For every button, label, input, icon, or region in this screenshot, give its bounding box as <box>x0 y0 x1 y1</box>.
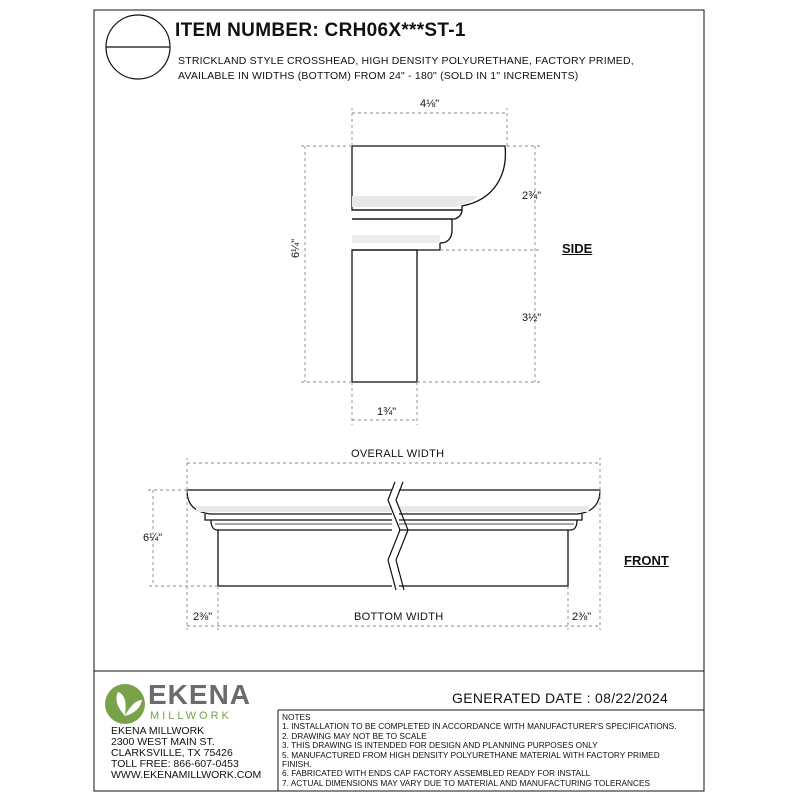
description-line-1: STRICKLAND STYLE CROSSHEAD, HIGH DENSITY POLYURETHANE, FACTORY PRIMED, <box>178 55 634 67</box>
side-overall-height-dim: 6¼" <box>290 238 302 258</box>
front-view-label: FRONT <box>624 553 669 568</box>
company-website: WWW.EKENAMILLWORK.COM <box>111 769 262 781</box>
note-item: 6. FABRICATED WITH ENDS CAP FACTORY ASSEMBLED READY FOR INSTALL <box>282 768 591 779</box>
notes-block <box>282 713 677 788</box>
company-name: EKENA MILLWORK <box>111 725 205 737</box>
bottom-width-label: BOTTOM WIDTH <box>354 611 444 623</box>
item-number-title: ITEM NUMBER: CRH06X***ST-1 <box>175 20 466 41</box>
side-cap-height-dim: 2¾" <box>522 190 542 202</box>
front-view-profile <box>187 490 600 586</box>
section-circle-icon <box>106 15 170 79</box>
side-top-width-dim: 4⅛" <box>420 98 440 110</box>
ekena-logo-icon <box>105 684 145 724</box>
overall-width-label: OVERALL WIDTH <box>351 448 445 460</box>
break-line-icon <box>388 482 408 590</box>
side-base-height-dim: 3½" <box>522 312 542 324</box>
front-left-overhang-dim: 2⅜" <box>193 611 213 623</box>
note-item: 5. MANUFACTURED FROM HIGH DENSITY POLYURETHANE MATERIAL WITH FACTORY PRIMED <box>282 749 660 760</box>
generated-date: GENERATED DATE : 08/22/2024 <box>452 690 669 706</box>
note-item: 3. THIS DRAWING IS INTENDED FOR DESIGN AND PLANNING PURPOSES ONLY <box>282 740 598 751</box>
company-phone: TOLL FREE: 866-607-0453 <box>111 758 239 770</box>
company-address-line-2: CLARKSVILLE, TX 75426 <box>111 747 233 759</box>
sheet-border <box>94 10 704 791</box>
note-item: 7. ACTUAL DIMENSIONS MAY VARY DUE TO MATERIAL AND MANUFACTURING TOLERANCES <box>282 777 651 788</box>
side-view-label: SIDE <box>562 241 593 256</box>
note-item: 2. DRAWING MAY NOT BE TO SCALE <box>282 730 427 741</box>
front-height-dim: 6¼" <box>143 532 163 544</box>
side-base-width-dim: 1¾" <box>377 406 397 418</box>
note-item: 1. INSTALLATION TO BE COMPLETED IN ACCORDANCE WITH MANUFACTURER'S SPECIFICATIONS. <box>282 721 677 732</box>
notes-heading: NOTES <box>282 712 311 722</box>
note-item: FINISH. <box>282 759 312 770</box>
company-address-block <box>111 726 261 781</box>
company-logo-name: EKENA <box>148 679 252 710</box>
front-view-dimensions <box>148 458 600 630</box>
front-right-overhang-dim: 2⅜" <box>572 611 592 623</box>
company-address-line-1: 2300 WEST MAIN ST. <box>111 736 215 748</box>
company-logo-subtitle: MILLWORK <box>150 710 232 722</box>
description-line-2: AVAILABLE IN WIDTHS (BOTTOM) FROM 24" - 180" (SOLD IN 1" INCREMENTS) <box>178 70 579 82</box>
side-view-profile <box>352 146 505 382</box>
side-view-dimensions <box>300 108 540 425</box>
